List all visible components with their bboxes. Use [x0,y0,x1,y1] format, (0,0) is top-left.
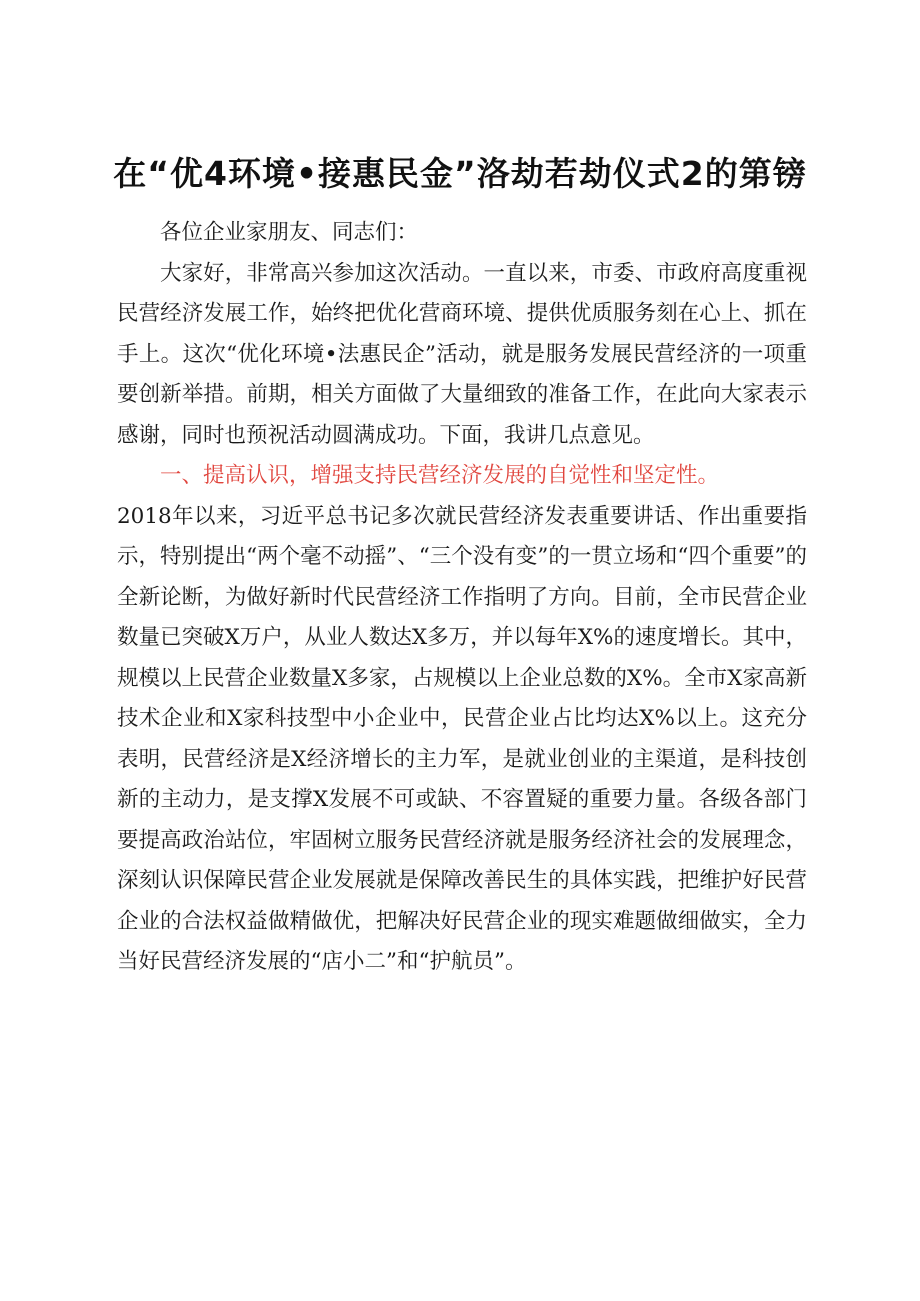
document-body [117,213,807,983]
paragraph-opening: 大家好，非常高兴参加这次活动。一直以来，市委、市政府高度重视民营经济发展工作，始终把优化营商环境、提供优质服务刻在心上、抓在手上。这次“优化环境•法惠民企”活动，就是服务发展民营经济的一项重要创新举措。前期，相关方面做了大量细致的准备工作，在此向大家表示感谢，同时也预祝活动圆满成功。下面，我讲几点意见。 [117,260,807,448]
salutation: 各位企业家朋友、同志们： [160,220,419,245]
section-heading: 一、提高认识，增强支持民营经济发展的自觉性和坚定性。 [160,463,720,488]
document-title: 在“优4环境•接惠民金”洛劫若劫仪式2的第镑 [113,154,807,193]
paragraph-body: 2018年以来，习近平总书记多次就民营经济发表重要讲话、作出重要指示，特别提出“两个毫不动摇”、“三个没有变”的一贯立场和“四个重要”的全新论断，为做好新时代民营经济工作指明了方向。目前，全市民营企业数量已突破X万户，从业人数达X多万，并以每年X%的速度增长。其中，规模以上民营企业数量X多家，占规模以上企业总数的X%。全市X家高新技术企业和X家科技型中小企业中，民营企业占比均达X%以上。这充分表明，民营经济是X经济增长的主力军，是就业创业的主渠道，是科技创新的主动力，是支撑X发展不可或缺、不容置疑的重要力量。各级各部门要提高政治站位，牢固树立服务民营经济就是服务经济社会的发展理念，深刻认识保障民营企业发展就是保障改善民生的具体实践，把维护好民营企业的合法权益做精做优，把解决好民营企业的现实难题做细做实，全力当好民营经济发展的“店小二”和“护航员”。 [117,503,807,974]
